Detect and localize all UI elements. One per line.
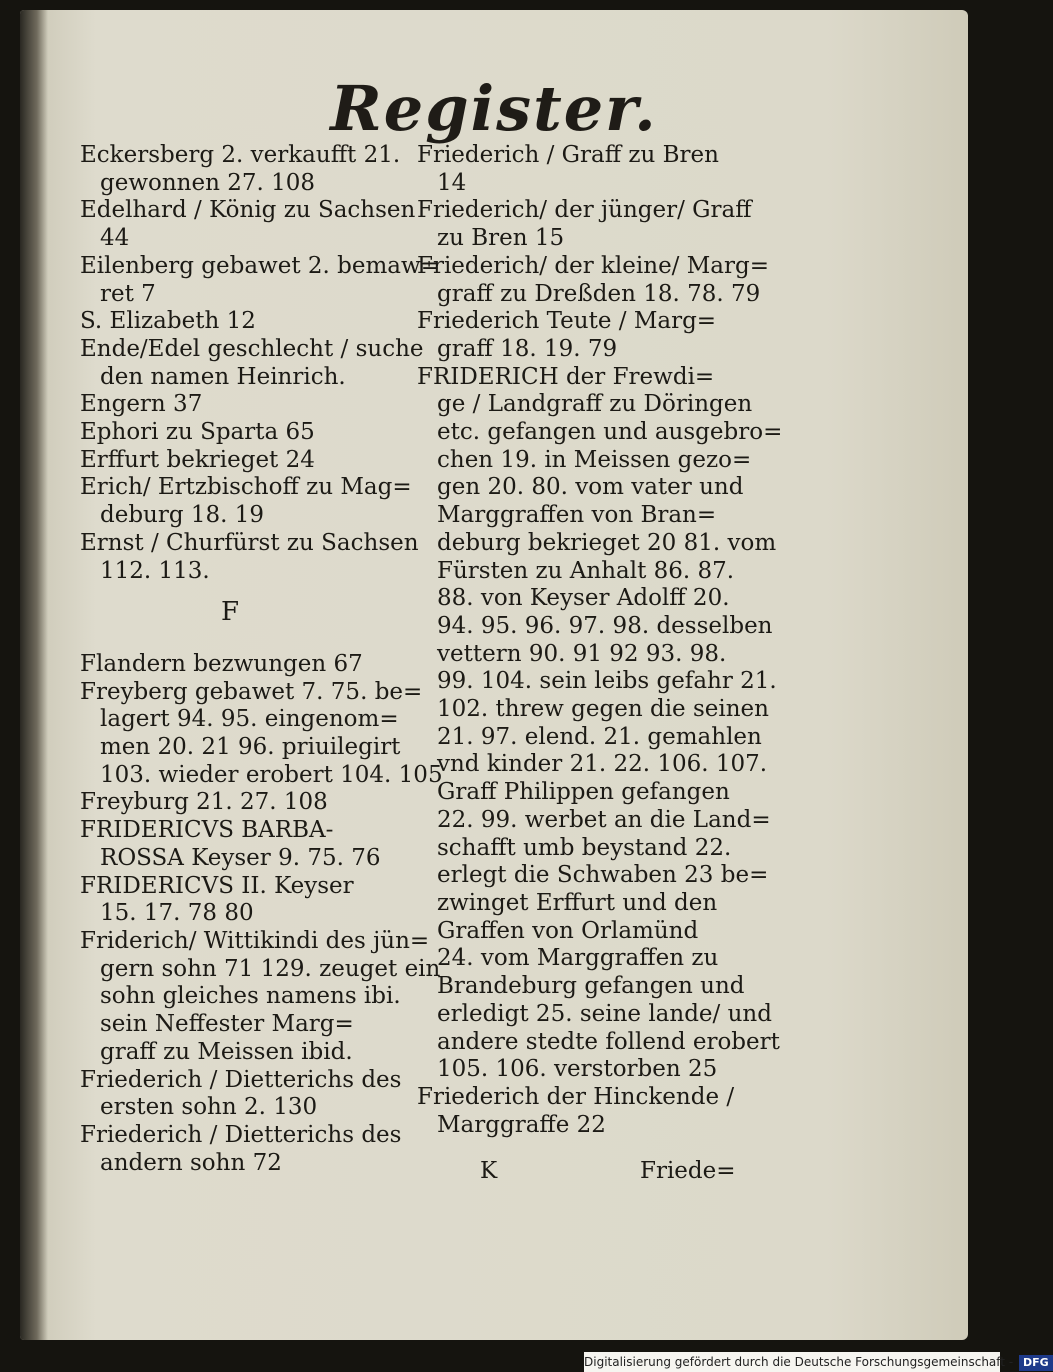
index-entry — [417, 1084, 737, 1139]
index-entry — [80, 817, 380, 872]
index-entry — [417, 142, 737, 197]
index-entry — [417, 363, 783, 1084]
index-entry-line: zwinget Erffurt und den — [437, 889, 718, 916]
index-entry-line: erlegt die Schwaben 23 be= — [437, 862, 769, 889]
index-entry — [80, 447, 380, 475]
index-entry-line: 22. 99. werbet an die Land= — [437, 806, 771, 833]
index-entry-line: Fürsten zu Anhalt 86. 87. — [437, 557, 735, 584]
index-entry-line: gewonnen 27. 108 — [100, 169, 316, 196]
index-entry-line: Erich/ Ertzbischoff zu Mag= — [80, 474, 412, 501]
index-entry-line: sein Neffester Marg= — [100, 1011, 354, 1038]
index-entry-line: S. Elizabeth 12 — [80, 308, 256, 335]
index-entry-line: 102. threw gegen die seinen — [437, 696, 769, 723]
index-entry-line: Friderich/ Wittikindi des jün= — [80, 927, 430, 954]
section-letter: F — [220, 597, 240, 628]
index-entry-line: Ende/Edel geschlecht / suche — [80, 335, 424, 362]
index-entry-line: Friederich der Hinckende / — [417, 1083, 735, 1110]
index-entry-line: Friederich / Dietterichs des — [80, 1066, 402, 1093]
index-entry-line: vettern 90. 91 92 93. 98. — [437, 640, 727, 667]
index-entry-line: FRIDERICVS II. Keyser — [80, 872, 354, 899]
index-entry-line: Eckersberg 2. verkaufft 21. — [80, 142, 401, 168]
index-entry-line: 94. 95. 96. 97. 98. desselben — [437, 612, 773, 639]
dfg-logo: DFG — [1019, 1355, 1053, 1371]
index-entry-line: graff 18. 19. 79 — [437, 335, 618, 362]
index-entry-line: 21. 97. elend. 21. gemahlen — [437, 723, 762, 750]
signature-mark: K — [480, 1158, 498, 1184]
index-entry-line: Marggraffe 22 — [437, 1111, 606, 1138]
index-entry-line: sohn gleiches namens ibi. — [100, 983, 401, 1010]
index-entry-line: Edelhard / König zu Sachsen — [80, 197, 416, 224]
index-entry-line: Flandern bezwungen 67 — [80, 650, 363, 677]
index-entry-line: Friederich / Dietterichs des — [80, 1121, 402, 1148]
index-entry-line: ersten sohn 2. 130 — [100, 1094, 318, 1121]
index-entry-line: Friederich Teute / Marg= — [417, 308, 717, 335]
index-entry-line: ge / Landgraff zu Döringen — [437, 391, 753, 418]
index-entry-line: schafft umb beystand 22. — [437, 834, 732, 861]
index-entry-line: FRIDERICVS BARBA- — [80, 817, 334, 844]
index-entry-line: 15. 17. 78 80 — [100, 900, 254, 927]
index-entry-line: lagert 94. 95. eingenom= — [100, 706, 399, 733]
catchword: Friede= — [640, 1158, 736, 1184]
index-entry — [80, 678, 443, 790]
index-entry-line: 24. vom Marggraffen zu — [437, 945, 719, 972]
index-entry-line: chen 19. in Meissen gezo= — [437, 446, 752, 473]
index-entry — [80, 142, 401, 197]
index-entry-line: FRIDERICH der Frewdi= — [417, 363, 715, 390]
index-entry-line: 112. 113. — [100, 557, 210, 584]
index-entry-line: 14 — [437, 169, 467, 196]
index-entry — [80, 529, 419, 585]
index-entry-line: 99. 104. sein leibs gefahr 21. — [437, 668, 777, 695]
credit-text: Digitalisierung gefördert durch die Deutsche Forschungsgemeinschaft - — [584, 1355, 1014, 1369]
index-entry — [80, 1121, 402, 1177]
index-entry — [80, 1066, 402, 1122]
index-entry-line: Friederich/ der kleine/ Marg= — [417, 252, 769, 279]
index-entry — [80, 873, 380, 928]
index-entry — [417, 252, 769, 308]
index-entry-line: graff zu Dreßden 18. 78. 79 — [437, 280, 761, 307]
index-entry-line: etc. gefangen und ausgebro= — [437, 419, 783, 446]
index-entry-line: 105. 106. verstorben 25 — [437, 1056, 718, 1083]
index-entry-line: gen 20. 80. vom vater und — [437, 474, 744, 501]
index-entry-line: andere stedte follend erobert — [437, 1028, 780, 1055]
index-entry-line: Engern 37 — [80, 391, 203, 418]
index-entry-line: men 20. 21 96. priuilegirt — [100, 734, 401, 761]
page-title: Register. — [330, 72, 658, 145]
index-entry — [80, 335, 424, 391]
index-entry-line: Friederich/ der jünger/ Graff — [417, 197, 752, 224]
index-entry-line: ret 7 — [100, 280, 156, 307]
index-entry-line: deburg 18. 19 — [100, 502, 265, 529]
index-entry-line: Friederich / Graff zu Bren — [417, 142, 719, 168]
index-entry — [80, 419, 380, 447]
index-entry-line: 88. von Keyser Adolff 20. — [437, 585, 730, 612]
index-entry-line: 44 — [100, 225, 130, 252]
index-entry-line: den namen Heinrich. — [100, 363, 346, 390]
index-entry — [417, 308, 737, 363]
index-entry-line: graff zu Meissen ibid. — [100, 1038, 353, 1065]
index-entry — [80, 927, 441, 1067]
index-entry-line: Graffen von Orlamünd — [437, 917, 699, 944]
index-entry — [417, 197, 752, 252]
book-page — [20, 10, 968, 1340]
index-entry-line: Graff Philippen gefangen — [437, 779, 730, 806]
index-entry-line: Eilenberg gebawet 2. bemaw= — [80, 252, 440, 279]
index-entry — [80, 308, 380, 336]
index-entry-line: ROSSA Keyser 9. 75. 76 — [100, 844, 381, 871]
index-entry-line: Freyberg gebawet 7. 75. be= — [80, 678, 423, 705]
index-entry-line: erledigt 25. seine lande/ und — [437, 1000, 772, 1027]
index-entry-line: Erffurt bekrieget 24 — [80, 446, 315, 473]
index-entry-line: 103. wieder erobert 104. 105 — [100, 761, 443, 788]
index-entry-line: Freyburg 21. 27. 108 — [80, 789, 328, 816]
index-entry-line: deburg bekrieget 20 81. vom — [437, 529, 777, 556]
index-entry — [80, 474, 412, 529]
index-entry — [80, 197, 416, 252]
index-entry-line: vnd kinder 21. 22. 106. 107. — [437, 751, 768, 778]
index-entry-line: Brandeburg gefangen und — [437, 973, 745, 1000]
index-entry-line: Ernst / Churfürst zu Sachsen — [80, 529, 419, 556]
index-entry — [80, 651, 380, 679]
index-entry-line: Ephori zu Sparta 65 — [80, 419, 315, 446]
index-entry-line: zu Bren 15 — [437, 225, 565, 252]
index-entry-line: andern sohn 72 — [100, 1149, 282, 1176]
right-column — [417, 142, 783, 1139]
index-entry-line: Marggraffen von Bran= — [437, 502, 717, 529]
digitization-credit — [584, 1352, 1049, 1372]
page-gutter — [20, 10, 48, 1340]
index-entry-line: gern sohn 71 129. zeuget ein — [100, 955, 441, 982]
index-entry — [80, 252, 440, 308]
index-entry — [80, 391, 380, 419]
left-column — [80, 142, 443, 1177]
index-entry — [80, 789, 380, 817]
